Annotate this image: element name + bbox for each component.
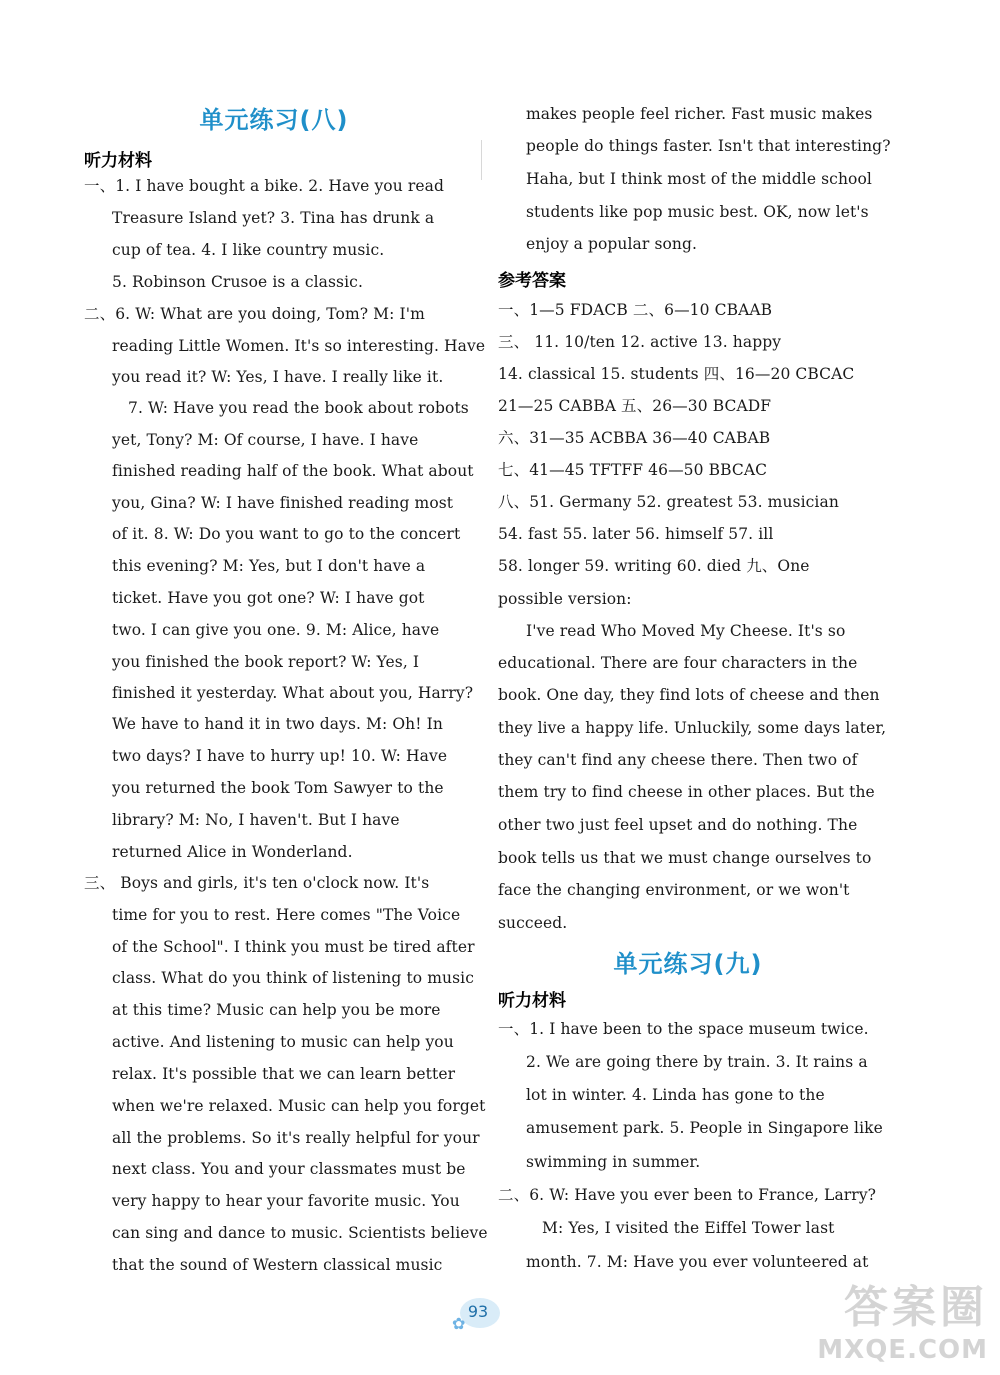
flower-icon: ✿ <box>452 1314 466 1333</box>
text-line: that the sound of Western classical music <box>112 1256 443 1274</box>
answers-heading: 参考答案 <box>498 271 566 291</box>
text-line: two. I can give you one. 9. M: Alice, have <box>112 621 440 639</box>
text-line: cup of tea. 4. I like country music. <box>112 241 385 259</box>
text-line: you, Gina? W: I have finished reading most <box>112 494 454 512</box>
text-line: swimming in summer. <box>526 1153 701 1171</box>
text-line: time for you to rest. Here comes "The Voice <box>112 906 461 924</box>
essay-line: book tells us that we must change ourselves to <box>498 849 872 867</box>
text-line: Treasure Island yet? 3. Tina has drunk a <box>112 209 435 227</box>
text-line: ticket. Have you got one? W: I have got <box>112 589 425 607</box>
text-line: two days? I have to hurry up! 10. W: Have <box>112 747 448 765</box>
watermark-logo: 答案圈 <box>844 1282 988 1333</box>
text-line: makes people feel richer. Fast music makes <box>526 105 873 123</box>
essay-line: them try to find cheese in other places. But the <box>498 783 875 801</box>
essay-line: they live a happy life. Unluckily, some days later, <box>498 719 887 737</box>
text-line: We have to hand it in two days. M: Oh! In <box>112 715 443 733</box>
text-line: returned Alice in Wonderland. <box>112 843 353 861</box>
watermark-url: MXQE.COM <box>817 1335 988 1365</box>
text-line: finished reading half of the book. What about <box>112 462 474 480</box>
text-line: all the problems. So it's really helpful for your <box>112 1129 480 1147</box>
answer-line: possible version: <box>498 590 632 608</box>
text-line: library? M: No, I haven't. But I have <box>112 811 400 829</box>
text-line: reading Little Women. It's so interesting. Have <box>112 337 486 355</box>
text-line: 二、6. W: Have you ever been to France, Larry? <box>498 1186 877 1204</box>
page-number-text: 93 <box>467 1302 489 1321</box>
answer-line: 六、31—35 ACBBA 36—40 CABAB <box>498 429 771 447</box>
text-line: you returned the book Tom Sawyer to the <box>112 779 444 797</box>
answer-line: 58. longer 59. writing 60. died 九、One <box>498 557 810 575</box>
text-line: next class. You and your classmates must be <box>112 1160 466 1178</box>
text-line: 2. We are going there by train. 3. It rains a <box>526 1053 868 1071</box>
text-line: 一、1. I have bought a bike. 2. Have you read <box>84 177 444 195</box>
text-line: amusement park. 5. People in Singapore like <box>526 1119 883 1137</box>
text-line: you read it? W: Yes, I have. I really like it. <box>112 368 444 386</box>
watermark <box>817 1271 988 1365</box>
essay-line: succeed. <box>498 914 568 932</box>
listening-heading: 听力材料 <box>498 991 566 1011</box>
column-divider <box>481 140 482 180</box>
text-line: enjoy a popular song. <box>526 235 698 253</box>
text-line: people do things faster. Isn't that interesting? <box>526 137 891 155</box>
answer-line: 一、1—5 FDACB 二、6—10 CBAAB <box>498 301 773 319</box>
text-line: relax. It's possible that we can learn better <box>112 1065 456 1083</box>
answer-line: 21—25 CABBA 五、26—30 BCADF <box>498 397 772 415</box>
text-line: 二、6. W: What are you doing, Tom? M: I'm <box>84 305 425 323</box>
text-line: of the School". I think you must be tired after <box>112 938 475 956</box>
essay-line: face the changing environment, or we won't <box>498 881 850 899</box>
text-line: 5. Robinson Crusoe is a classic. <box>112 273 363 291</box>
answer-line: 七、41—45 TFTFF 46—50 BBCAC <box>498 461 768 479</box>
text-line: yet, Tony? M: Of course, I have. I have <box>112 431 419 449</box>
unit-8-title: 单元练习(八) <box>199 106 349 134</box>
unit-9-title: 单元练习(九) <box>613 950 763 978</box>
text-line: very happy to hear your favorite music. You <box>112 1192 460 1210</box>
essay-line: I've read Who Moved My Cheese. It's so <box>526 622 846 640</box>
text-line: class. What do you think of listening to music <box>112 969 475 987</box>
essay-line: they can't find any cheese there. Then two of <box>498 751 858 769</box>
page-number <box>452 1296 504 1333</box>
text-line: 三、 Boys and girls, it's ten o'clock now. It's <box>84 874 430 892</box>
answer-line: 三、 11. 10/ten 12. active 13. happy <box>498 333 782 351</box>
essay-line: educational. There are four characters in the <box>498 654 858 672</box>
text-line: 一、1. I have been to the space museum twice. <box>498 1020 869 1038</box>
text-line: this evening? M: Yes, but I don't have a <box>112 557 426 575</box>
text-line: active. And listening to music can help you <box>112 1033 454 1051</box>
text-line: students like pop music best. OK, now let's <box>526 203 869 221</box>
text-line: at this time? Music can help you be more <box>112 1001 441 1019</box>
text-line: Haha, but I think most of the middle school <box>526 170 872 188</box>
text-line: 7. W: Have you read the book about robots <box>128 399 469 417</box>
essay-line: other two just feel upset and do nothing. The <box>498 816 858 834</box>
listening-heading: 听力材料 <box>84 151 152 171</box>
text-line: M: Yes, I visited the Eiffel Tower last <box>542 1219 835 1237</box>
text-line: of it. 8. W: Do you want to go to the concert <box>112 525 461 543</box>
answer-line: 八、51. Germany 52. greatest 53. musician <box>498 493 839 511</box>
text-line: lot in winter. 4. Linda has gone to the <box>526 1086 825 1104</box>
answer-line: 14. classical 15. students 四、16—20 CBCAC <box>498 365 855 383</box>
answer-line: 54. fast 55. later 56. himself 57. ill <box>498 525 774 543</box>
text-line: can sing and dance to music. Scientists believe <box>112 1224 488 1242</box>
text-line: month. 7. M: Have you ever volunteered at <box>526 1253 869 1271</box>
text-line: finished it yesterday. What about you, Harry? <box>112 684 474 702</box>
text-line: you finished the book report? W: Yes, I <box>112 653 420 671</box>
text-line: when we're relaxed. Music can help you forget <box>112 1097 486 1115</box>
essay-line: book. One day, they find lots of cheese and then <box>498 686 880 704</box>
